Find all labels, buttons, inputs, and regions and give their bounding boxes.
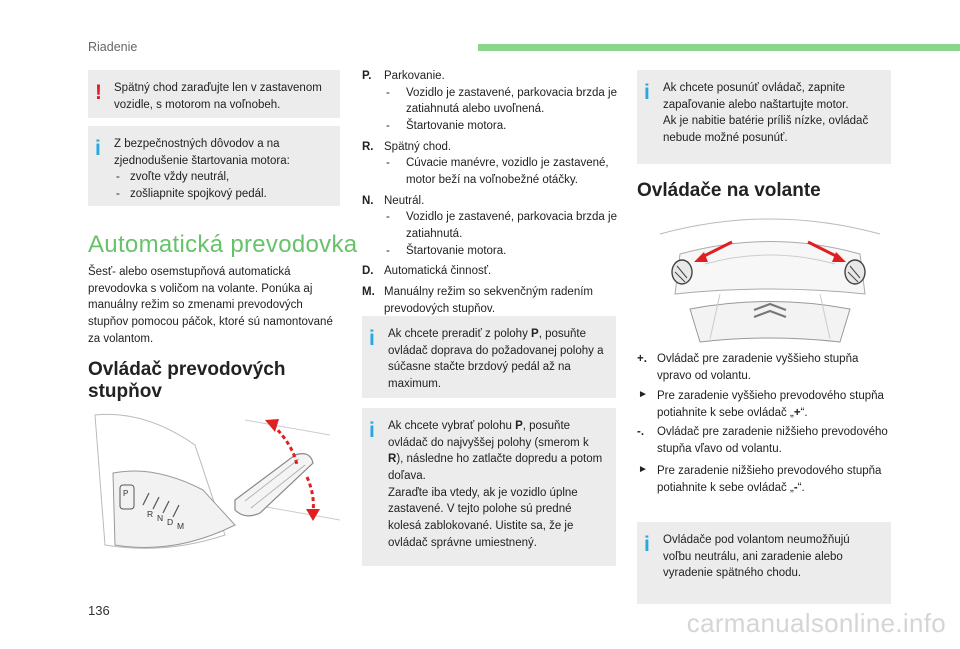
paddle-minus-description: -. Ovládač pre zaradenie nižšieho prevodového stupňa vľavo od volantu. (637, 426, 888, 455)
gear-letter-m-icon: M (177, 521, 185, 531)
header-accent-bar (478, 44, 960, 51)
subsection-title-gear-selector: Ovládač prevodových stupňov (88, 359, 286, 402)
info-box-select-p (362, 408, 616, 566)
info-list (114, 169, 328, 202)
gear-letter-p-icon: P (123, 489, 129, 498)
gear-letter-n-icon: N (157, 513, 164, 523)
info-text: Ak chcete vybrať polohu P, posuňte ovládač do najvyššej polohy (smerom k R), následne ho zatlačte dopredu a potom doľava. (388, 420, 603, 483)
paddle-minus-instruction: ► Pre zaradenie nižšieho prevodového stupňa potiahnite k sebe ovládač „-“. (638, 464, 882, 494)
warning-icon: ! (95, 81, 102, 104)
info-icon: i (644, 81, 650, 104)
intro-paragraph: Šesť- alebo osemstupňová automatická prevodovka s voličom na volante. Ponúka aj manuálny režim so zmenami prevodových stupňov pomocou páčok, ktoré sú namontované za volantom. (88, 266, 333, 345)
warning-box (88, 70, 340, 118)
info-box-shift-from-p (362, 316, 616, 398)
info-text: Ak chcete posunúť ovládač, zapnite zapaľovanie alebo naštartujte motor. (663, 82, 849, 111)
gear-letter-d-icon: D (167, 517, 174, 527)
warning-text: Spätný chod zaraďujte len v zastavenom vozidle, s motorom na voľnobeh. (114, 82, 322, 111)
watermark: carmanualsonline.info (686, 608, 946, 639)
section-title-steering-controls: Ovládače na volante (637, 180, 821, 201)
info-icon: i (644, 533, 650, 556)
steering-wheel-paddles-illustration (650, 214, 890, 344)
list-item: - Vozidlo je zastavené, parkovacia brzda je zatiahnutá. (384, 209, 617, 242)
info-text: Ovládače pod volantom neumožňujú voľbu neutrálu, ani zaradenie alebo vyradenie spätného chodu. (663, 534, 850, 580)
list-item: - Cúvacie manévre, vozidlo je zastavené, motor beží na voľnobežné otáčky. (384, 155, 617, 188)
info-icon: i (369, 419, 375, 442)
gear-positions-list (362, 68, 617, 321)
info-box-paddles-limitations (637, 522, 891, 604)
info-text: Ak chcete preradiť z polohy P, posuňte ovládač doprava do požadovanej polohy a súčasne stačte brzdový pedál až na maximum. (388, 328, 604, 391)
list-item: - Štartovanie motora. (384, 118, 617, 135)
info-box-ignition (637, 70, 891, 164)
arrow-right-icon: ► (638, 389, 648, 400)
list-item: - Vozidlo je zastavené, parkovacia brzda je zatiahnutá alebo uvoľnená. (384, 85, 617, 118)
gear-position-r: R. Spätný chod. - Cúvacie manévre, vozidlo je zastavené, motor beží na voľnobežné otáčky. (362, 139, 617, 189)
paddle-plus-instruction: ► Pre zaradenie vyššieho prevodového stupňa potiahnite k sebe ovládač „+“. (638, 389, 884, 419)
info-text: Ak je nabitie batérie príliš nízke, ovládač nebude možné posunúť. (663, 115, 869, 145)
gear-position-n: N. Neutrál. - Vozidlo je zastavené, parkovacia brzda je zatiahnutá. - Štartovanie motora. (362, 193, 617, 260)
gear-position-d: D. Automatická činnosť. (362, 265, 492, 278)
section-title-automatic-gearbox: Automatická prevodovka (88, 231, 358, 258)
list-item: - zvoľte vždy neutrál, (114, 169, 328, 186)
section-header-title: Riadenie (88, 40, 138, 54)
list-item: - Štartovanie motora. (384, 243, 617, 260)
arrow-right-icon: ► (638, 464, 648, 475)
gear-selector-illustration (85, 405, 345, 565)
info-icon: i (95, 137, 101, 160)
gear-position-m: M. Manuálny režim so sekvenčným radením prevodových stupňov. (362, 286, 593, 315)
gear-letter-r-icon: R (147, 509, 154, 519)
info-box-safety (88, 126, 340, 206)
info-intro-text: Z bezpečnostných dôvodov a na zjednodušenie štartovania motora: (114, 138, 290, 167)
paddle-plus-description: +. Ovládač pre zaradenie vyššieho stupňa vpravo od volantu. (637, 353, 859, 382)
gear-position-p: P. Parkovanie. - Vozidlo je zastavené, parkovacia brzda je zatiahnutá alebo uvoľnená. - Štartovanie motora. (362, 68, 617, 135)
page-number: 136 (88, 603, 110, 618)
list-item: - zošliapnite spojkový pedál. (114, 186, 328, 203)
info-icon: i (369, 327, 375, 350)
info-text: Zaraďte iba vtedy, ak je vozidlo úplne zastavené. V tejto polohe sú predné kolesá zablokované. Uistite sa, že je ovládač správne umiestnený. (388, 486, 578, 549)
